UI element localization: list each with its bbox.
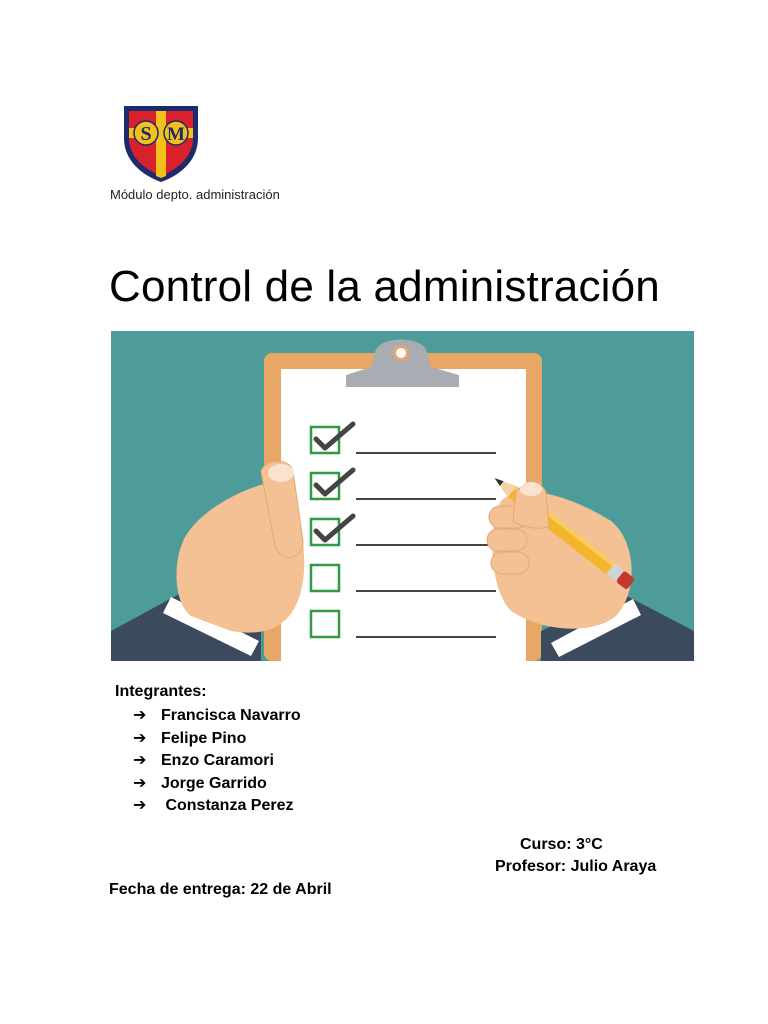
member-name: Constanza Perez — [161, 797, 294, 815]
members-list — [133, 705, 301, 818]
members-label: Integrantes: — [115, 683, 207, 700]
logo-letter-m: M — [167, 124, 185, 145]
list-item — [133, 705, 301, 728]
department-subtitle: Módulo depto. administración — [110, 187, 280, 202]
arrow-right-icon: ➔ — [133, 707, 147, 725]
list-item — [133, 750, 301, 773]
member-name: Jorge Garrido — [161, 774, 267, 792]
logo-letter-s: S — [140, 123, 152, 145]
member-name: Enzo Caramori — [161, 752, 274, 770]
member-name: Felipe Pino — [161, 729, 247, 747]
arrow-right-icon: ➔ — [133, 797, 147, 815]
arrow-right-icon: ➔ — [133, 774, 147, 792]
page-title: Control de la administración — [109, 262, 660, 311]
list-item — [133, 773, 301, 796]
clipboard-checklist-illustration — [111, 331, 694, 661]
course-info: Curso: 3°C — [520, 836, 603, 853]
list-item — [133, 795, 301, 818]
member-name: Francisca Navarro — [161, 707, 301, 725]
arrow-right-icon: ➔ — [133, 729, 147, 747]
arrow-right-icon: ➔ — [133, 752, 147, 770]
teacher-info: Profesor: Julio Araya — [495, 858, 657, 875]
due-date: Fecha de entrega: 22 de Abril — [109, 881, 332, 898]
school-shield-logo — [120, 100, 202, 184]
list-item — [133, 728, 301, 751]
